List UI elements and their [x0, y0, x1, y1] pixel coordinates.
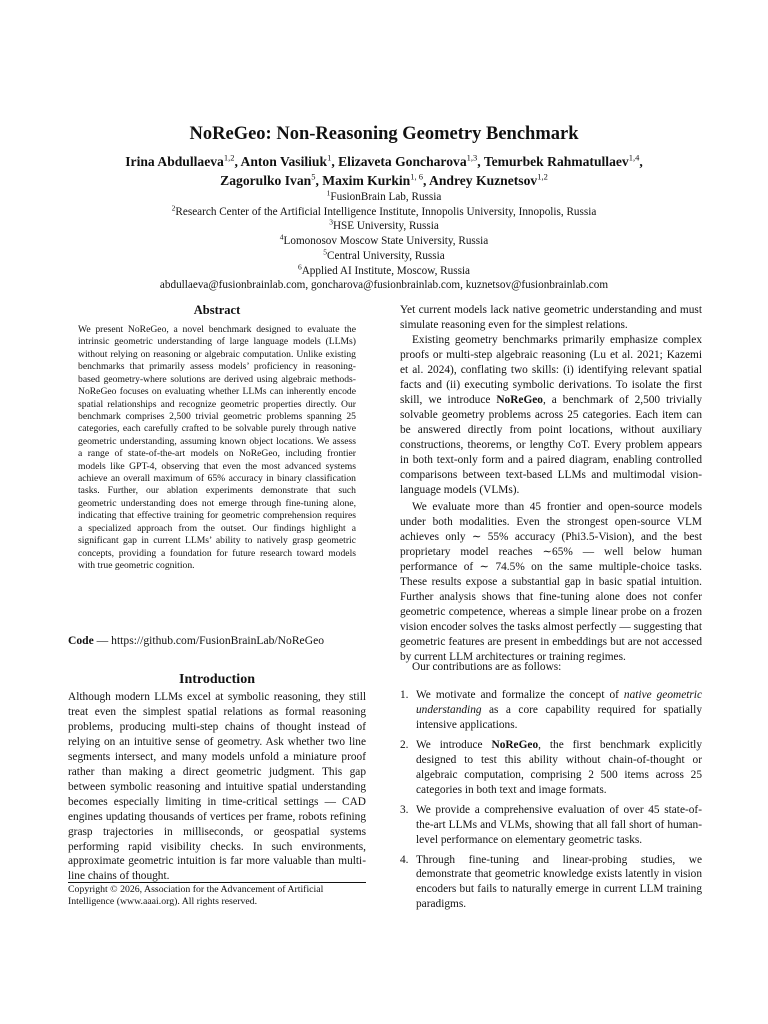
author-sep: , — [234, 154, 241, 169]
author-name: Irina Abdullaeva — [125, 154, 224, 169]
author-name: Zagorulko Ivan — [220, 173, 312, 188]
affiliation-text: HSE University, Russia — [332, 220, 439, 233]
list-text: We introduce — [416, 738, 492, 751]
author-affil-sup: 1, 6 — [410, 171, 423, 182]
code-sep: — — [93, 634, 112, 647]
footnote-rule — [68, 882, 366, 883]
affiliation-line — [40, 261, 728, 279]
author-sep: , — [639, 154, 643, 169]
list-number: 1. — [400, 689, 409, 701]
affiliation-line — [40, 249, 728, 264]
right-paragraph-1: Yet current models lack native geometric understanding and must simulate reasoning even for the simplest relations. — [400, 304, 702, 331]
author-name: Temurbek Rahmatullaev — [483, 154, 629, 169]
author-line-2 — [60, 171, 708, 190]
author-affil-sup: 1,2 — [223, 152, 235, 163]
affiliation-sup: 4 — [279, 232, 284, 242]
affiliation-sup: 1 — [326, 188, 331, 198]
paragraph-text: Existing geometry benchmarks primarily emphasize complex proofs or multi-step algebraic reasoning (Lu et al. 2021; Kazemi et al. 2024), conflating two skills: (i) identifying relevant spatial facts and (ii) executing symbolic derivations. To isolate the first skill, we introduce — [400, 334, 702, 406]
author-affil-sup: 1,4 — [628, 152, 640, 163]
author-line-1 — [60, 152, 708, 171]
list-item — [400, 738, 702, 798]
list-text: We motivate and formalize the concept of — [416, 689, 624, 701]
introduction-heading: Introduction — [179, 672, 255, 687]
code-link[interactable]: https://github.com/FusionBrainLab/NoReGeo — [111, 634, 325, 647]
right-paragraph-4: Our contributions are as follows: — [412, 661, 562, 673]
author-affil-sup: 1 — [327, 152, 332, 163]
affiliation-line — [40, 219, 728, 234]
author-name: Andrey Kuznetsov — [429, 173, 538, 188]
code-label: Code — [68, 634, 94, 647]
affiliation-text: Research Center of the Artificial Intelligence Institute, Innopolis University, Innopolis, Russia — [175, 205, 597, 218]
list-italic-text: native geometric understanding — [416, 689, 702, 716]
author-sep: , — [477, 154, 484, 169]
author-emails: abdullaeva@fusionbrainlab.com, goncharova@fusionbrainlab.com, kuznetsov@fusionbrainlab.com — [159, 279, 609, 292]
list-number: 2. — [400, 738, 409, 751]
author-affil-sup: 1,3 — [466, 152, 478, 163]
benchmark-name: NoReGeo — [491, 738, 539, 751]
author-name: Elizaveta Goncharova — [338, 154, 467, 169]
abstract-text: We present NoReGeo, a novel benchmark designed to evaluate the intrinsic geometric understanding of large language models (LLMs) without relying on reasoning or algebraic computation. Unlike existing benchmarks that primarily assess models’ proficiency in reasoning-based geometry-where solutions are derived using algebraic methods-NoReGeo focuses on evaluating whether LLMs can inherently encode spatial relationships and recognize geometric properties directly. Our benchmark comprises 2,500 trivial geometric problems spanning 25 categories, each carefully crafted to be solvable purely through native geometric understanding, assuming known object locations. We assess a range of state-of-the-art models on NoReGeo, including frontier models like GPT-4, observing that even the most advanced systems achieve an overall maximum of 65% accuracy in binary classification tasks. Further, our ablation experiments demonstrate that such geometric understanding does not emerge through fine-tuning alone, indicating that effective training for geometric comprehension requires a specialized approach from the outset. Our findings highlight a significant gap in current LLMs’ ability to natively grasp geometric concepts, providing a foundation for future research toward models with true geometric cognition. — [78, 324, 356, 572]
copyright-notice: Copyright © 2026, Association for the Advancement of Artificial Intelligence (www.aaai.org). All rights reserved. — [68, 884, 324, 908]
list-item — [400, 803, 702, 848]
author-sep: , — [315, 173, 323, 188]
affiliation-text: Central University, Russia — [327, 249, 445, 262]
list-item — [400, 688, 702, 733]
paper-title: NoReGeo: Non-Reasoning Geometry Benchmark — [189, 124, 579, 144]
author-sep: , — [331, 154, 339, 169]
list-text: Through fine-tuning and linear-probing studies, we demonstrate that geometric knowledge exists latently in vision encoders but fails to naturally emerge in current LLM training paradigms. — [416, 853, 702, 911]
list-item — [400, 853, 702, 913]
affiliation-line — [40, 190, 728, 205]
affiliation-sup: 3 — [329, 217, 333, 227]
abstract-heading: Abstract — [193, 303, 241, 317]
affiliations — [40, 190, 728, 293]
affiliation-line — [40, 234, 728, 249]
author-affil-sup: 5 — [311, 171, 316, 182]
affiliation-text: FusionBrain Lab, Russia — [330, 191, 442, 203]
code-line — [68, 634, 366, 647]
author-sep: , — [423, 173, 430, 188]
affiliation-sup: 2 — [171, 202, 176, 212]
introduction-text: Although modern LLMs excel at symbolic reasoning, they still treat even the simplest spatial relations as formal reasoning problems, producing multi-step chains of thought instead of relying on an intuitive sense of geometry. Ask whether two line segments intersect, and many models unfold a miniature proof rather than making a direct geometric judgment. This gap between symbolic reasoning and intuitive spatial understanding becomes especially limiting in time-critical settings — CAD engines updating thousands of vertices per frame, robots refining grasp trajectories in milliseconds, or geospatial systems performing rapid visibility checks. In such environments, approximate geometric intuition is far more valuable than multi-line chains of thought. — [68, 691, 366, 883]
affiliation-sup: 5 — [323, 247, 328, 257]
affiliation-text: Lomonosov Moscow State University, Russia — [283, 235, 489, 248]
affiliation-text: Applied AI Institute, Moscow, Russia — [301, 264, 471, 277]
author-name: Maxim Kurkin — [322, 173, 411, 188]
affiliation-sup: 6 — [297, 261, 302, 271]
paragraph-text: , a benchmark of 2,500 trivially solvable geometry problems across 25 categories. Each item can be answered directly from point locations, without auxiliary constructions, theorems, or lengthy CoT. Every problem appears in both text-only form and a paired diagram, enabling controlled comparisons between text-based LLMs and multimodal vision-language models (VLMs). — [400, 393, 702, 496]
list-number: 4. — [400, 853, 409, 866]
right-paragraph-3: We evaluate more than 45 frontier and open-source models under both modalities. Even the strongest open-source VLM achieves only ∼ 55% accuracy (Phi3.5-Vision), and the best proprietary model reaches ∼65% — well below human performance of ∼ 74.5% on the same multiple-choice tasks. These results expose a substantial gap in basic spatial intuition. Further analysis shows that fine-tuning alone does not confer geometric competence, whereas a simple linear probe on a frozen vision encoder solves the tasks almost perfectly — suggesting that geometric features are present in embeddings but are not accessed by current LLM architectures or training regimes. — [400, 501, 702, 663]
affiliation-line — [40, 202, 728, 220]
list-text: We provide a comprehensive evaluation of over 45 state-of-the-art LLMs and VLMs, showing that all fall short of human-level performance on elementary geometric tasks. — [416, 803, 702, 846]
list-text: as a core capability required for spatially intensive applications. — [416, 703, 702, 731]
author-affil-sup: 1,2 — [537, 171, 548, 182]
list-text: , the first benchmark explicitly designed to test this ability without chain-of-thought or algebraic computation, comprising 2 500 items across 25 categories in both text and image formats. — [416, 738, 702, 796]
list-number: 3. — [400, 803, 409, 816]
contributions-list — [400, 688, 702, 917]
right-paragraph-2 — [400, 333, 702, 497]
author-name: Anton Vasiliuk — [240, 154, 328, 169]
author-list — [60, 152, 708, 190]
benchmark-name: NoReGeo — [496, 393, 543, 406]
